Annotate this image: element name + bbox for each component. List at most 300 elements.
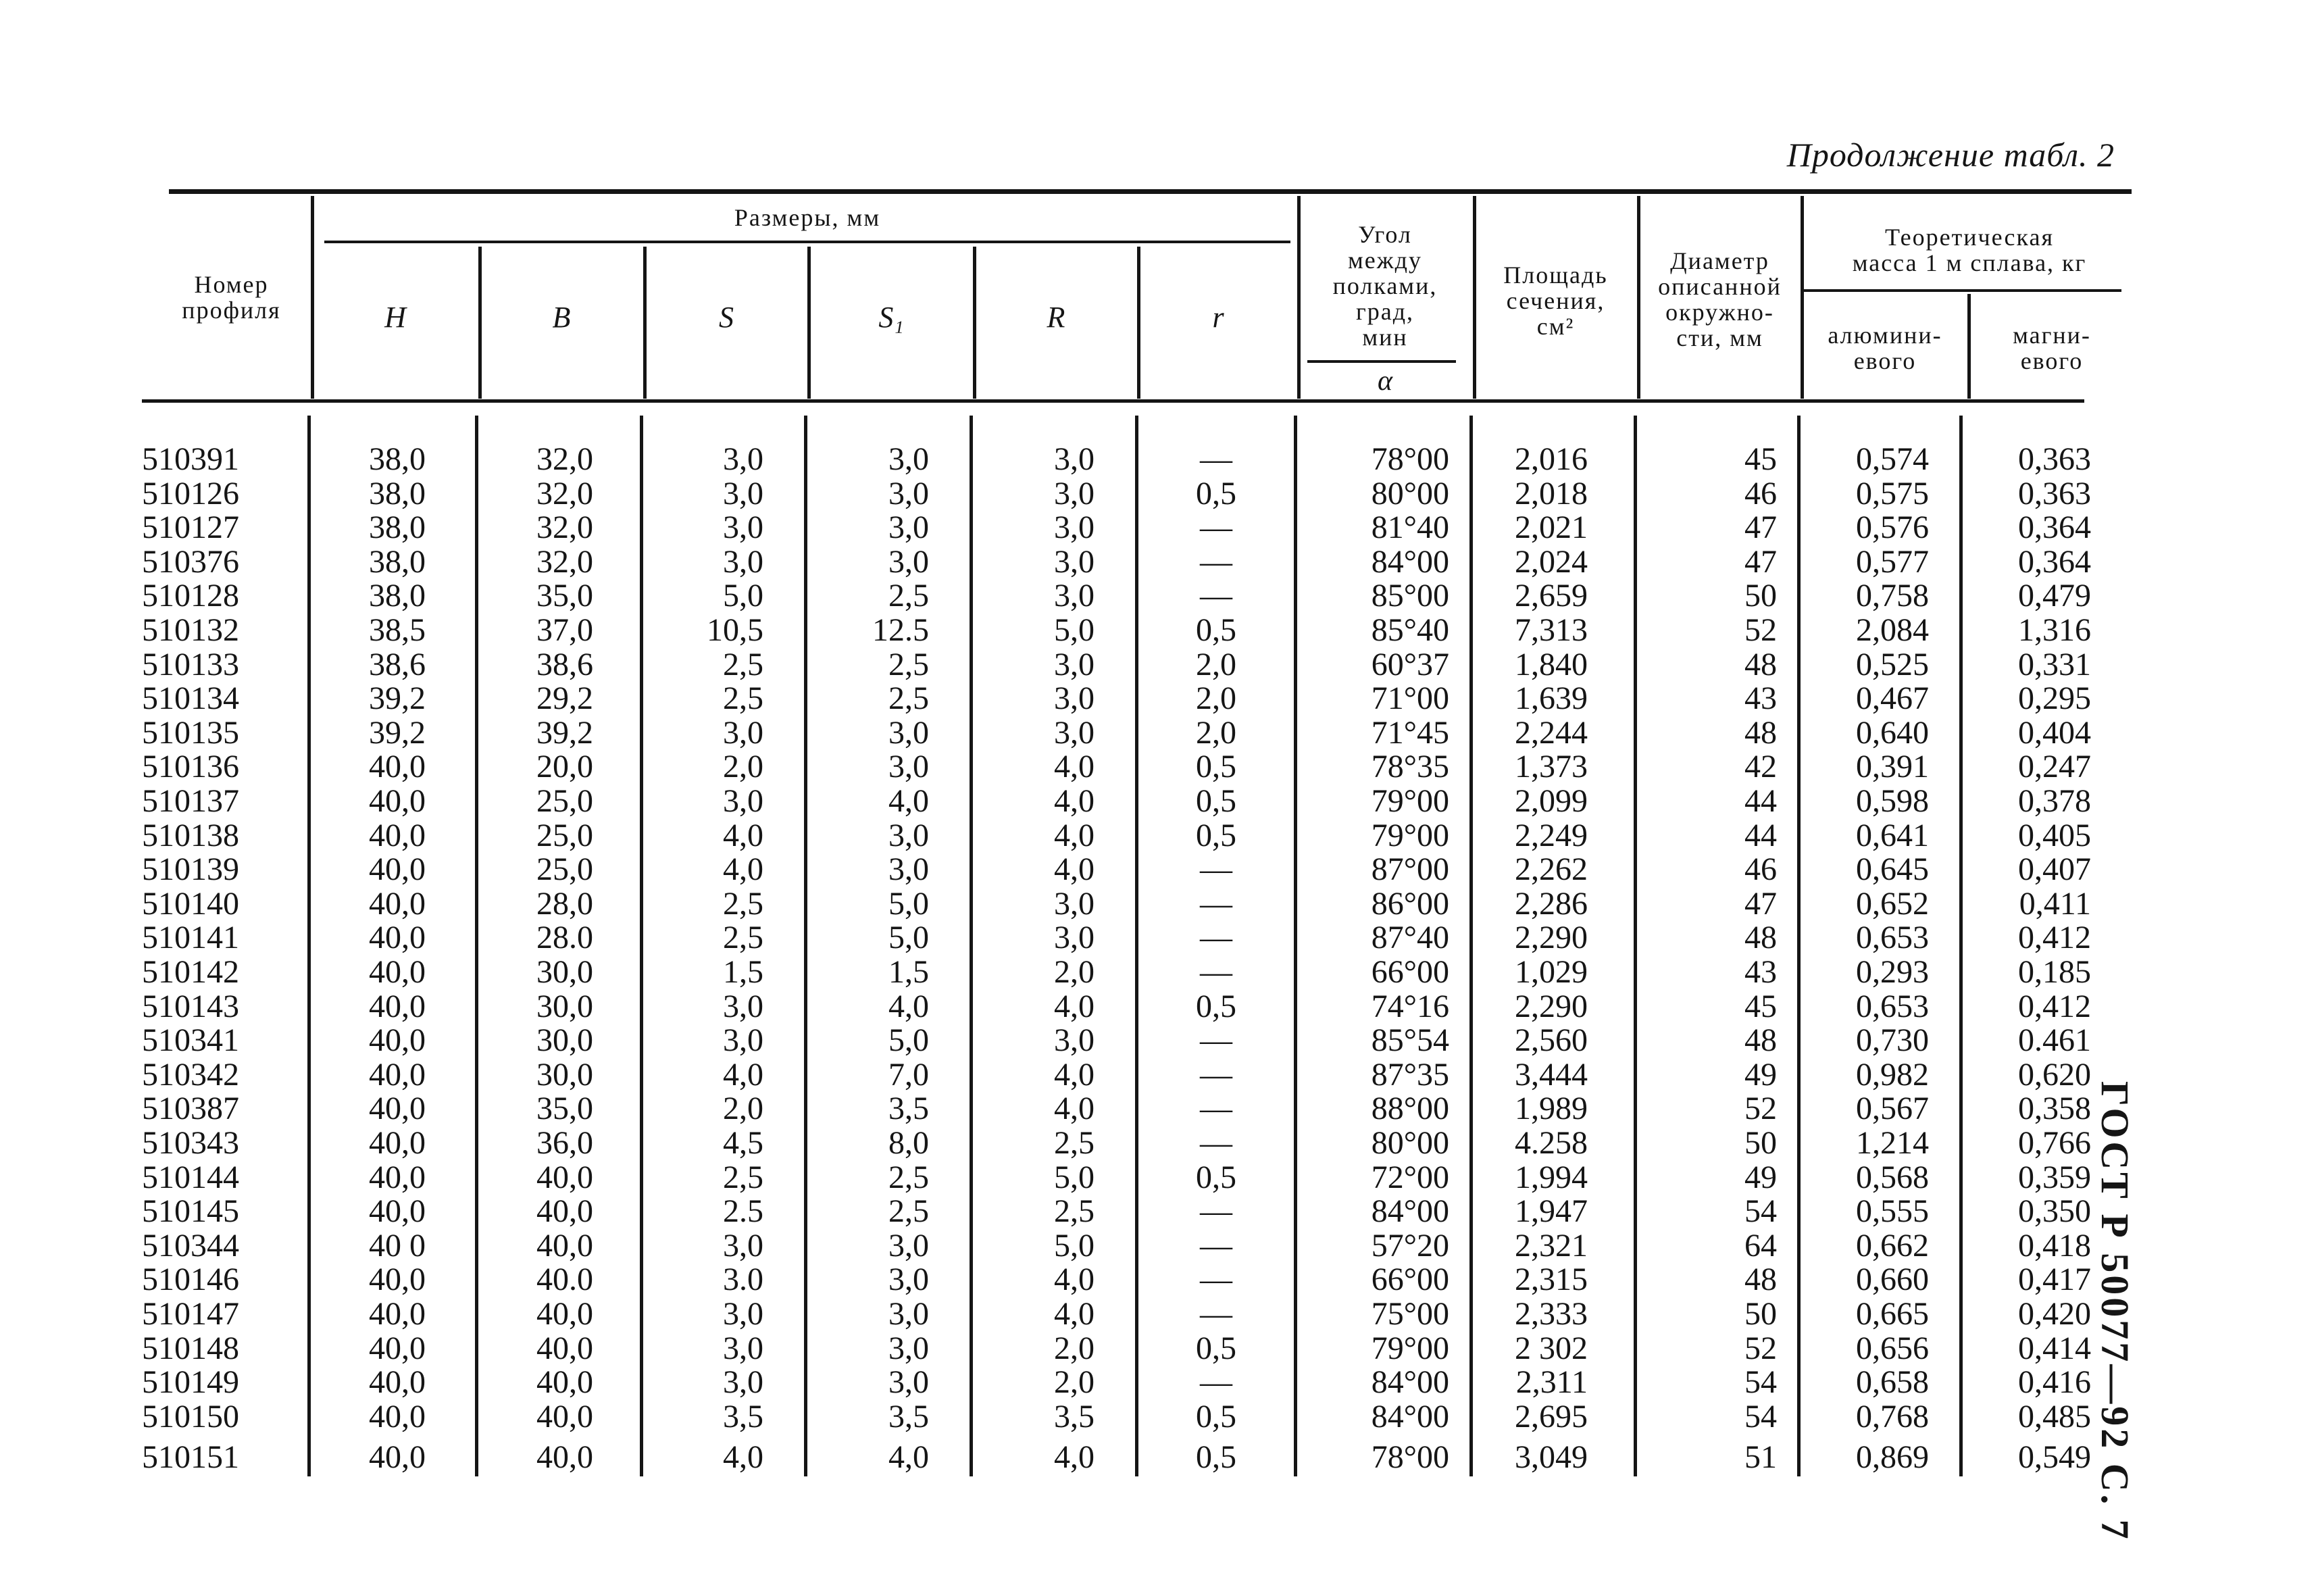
cell-area: 3,444 [1515,1056,1588,1093]
alpha-rule [1307,360,1456,363]
cell-angle: 78°00 [1371,1439,1449,1476]
cell-S: 3,0 [723,714,763,751]
cell-S: 1,5 [723,954,763,990]
table-row [0,1126,2162,1160]
cell-profile-number: 510150 [142,1398,239,1435]
cell-R: 5,0 [1054,612,1095,648]
header-S: S [719,301,734,334]
cell-r: — [1200,920,1232,956]
cell-diameter: 47 [1744,543,1777,580]
cell-S1: 2,5 [888,1193,929,1230]
cell-aluminium: 0,758 [1856,578,1929,614]
cell-H: 40,0 [369,988,426,1024]
table-caption: Продолжение табл. 2 [1786,136,2115,174]
cell-angle: 87°35 [1371,1056,1449,1093]
table-row [0,477,2162,511]
cell-r: 2,0 [1196,680,1236,717]
cell-S1: 3,0 [888,1296,929,1332]
table-row [0,579,2162,613]
cell-H: 38,6 [369,646,426,682]
cell-H: 40,0 [369,1091,426,1127]
cell-angle: 87°00 [1371,851,1449,888]
cell-profile-number: 510147 [142,1296,239,1332]
cell-aluminium: 0,662 [1856,1227,1929,1264]
cell-H: 39,2 [369,714,426,751]
cell-profile-number: 510138 [142,817,239,853]
cell-R: 4,0 [1054,1262,1095,1298]
cell-S1: 5,0 [888,920,929,956]
cell-r: — [1200,543,1232,580]
cell-B: 35,0 [536,1091,593,1127]
table-row [0,887,2162,921]
cell-area: 1,994 [1515,1159,1588,1195]
cell-angle: 85°00 [1371,578,1449,614]
cell-diameter: 48 [1744,1022,1777,1059]
cell-r: — [1200,1193,1232,1230]
cell-r: — [1200,851,1232,888]
cell-magnesium: 0,412 [2018,920,2091,956]
cell-H: 40,0 [369,885,426,922]
cell-angle: 79°00 [1371,817,1449,853]
cell-R: 4,0 [1054,988,1095,1024]
cell-diameter: 52 [1744,1330,1777,1366]
cell-magnesium: 0,363 [2018,475,2091,512]
cell-B: 40,0 [536,1330,593,1366]
cell-profile-number: 510139 [142,851,239,888]
cell-S1: 2,5 [888,680,929,717]
cell-R: 4,0 [1054,1296,1095,1332]
cell-aluminium: 0,467 [1856,680,1929,717]
cell-diameter: 42 [1744,749,1777,785]
cell-diameter: 44 [1744,783,1777,819]
cell-magnesium: 0,411 [2019,885,2091,922]
cell-H: 38,0 [369,441,426,477]
cell-B: 39,2 [536,714,593,751]
cell-B: 40,0 [536,1193,593,1230]
cell-diameter: 49 [1744,1159,1777,1195]
cell-S: 2,5 [723,885,763,922]
cell-magnesium: 0,364 [2018,509,2091,546]
header-bottom-rule [142,399,2084,403]
cell-S1: 1,5 [888,954,929,990]
cell-diameter: 51 [1744,1439,1777,1476]
cell-H: 40,0 [369,1056,426,1093]
cell-profile-number: 510342 [142,1056,239,1093]
header-diameter: Диаметр описанной окружно- сти, мм [1658,247,1782,351]
cell-S1: 3,0 [888,1262,929,1298]
cell-S: 5,0 [723,578,763,614]
cell-S: 2.5 [723,1193,763,1230]
cell-magnesium: 0,359 [2018,1159,2091,1195]
cell-profile-number: 510128 [142,578,239,614]
cell-S1: 3,0 [888,441,929,477]
cell-angle: 60°37 [1371,646,1449,682]
cell-magnesium: 0,358 [2018,1091,2091,1127]
cell-area: 1,639 [1515,680,1588,717]
cell-R: 3,0 [1054,714,1095,751]
cell-aluminium: 0,391 [1856,749,1929,785]
cell-magnesium: 0,479 [2018,578,2091,614]
cell-diameter: 48 [1744,1262,1777,1298]
header-S1: S₁ [878,301,904,334]
cell-H: 40 0 [369,1227,426,1264]
cell-aluminium: 0,652 [1856,885,1929,922]
cell-aluminium: 0,293 [1856,954,1929,990]
cell-angle: 80°00 [1371,475,1449,512]
cell-profile-number: 510146 [142,1262,239,1298]
cell-aluminium: 0,645 [1856,851,1929,888]
cell-profile-number: 510141 [142,920,239,956]
cell-H: 38,0 [369,543,426,580]
cell-aluminium: 0,525 [1856,646,1929,682]
cell-S: 3,0 [723,543,763,580]
cell-r: — [1200,954,1232,990]
cell-area: 2,659 [1515,578,1588,614]
header-dimensions: Размеры, мм [734,204,881,231]
cell-diameter: 43 [1744,954,1777,990]
cell-angle: 66°00 [1371,1262,1449,1298]
cell-S: 3,0 [723,1296,763,1332]
cell-angle: 78°00 [1371,441,1449,477]
cell-B: 40,0 [536,1227,593,1264]
cell-profile-number: 510151 [142,1439,239,1476]
cell-r: — [1200,441,1232,477]
cell-area: 1,840 [1515,646,1588,682]
cell-S: 3,0 [723,783,763,819]
cell-profile-number: 510144 [142,1159,239,1195]
cell-H: 40,0 [369,1398,426,1435]
cell-r: 0,5 [1196,475,1236,512]
cell-area: 2,024 [1515,543,1588,580]
cell-aluminium: 0,653 [1856,920,1929,956]
table-row [0,443,2162,476]
cell-diameter: 50 [1744,578,1777,614]
cell-magnesium: 0,405 [2018,817,2091,853]
cell-magnesium: 0,485 [2018,1398,2091,1435]
cell-R: 4,0 [1054,817,1095,853]
header-r: r [1212,301,1224,334]
cell-H: 38,0 [369,509,426,546]
cell-H: 40,0 [369,749,426,785]
cell-H: 40,0 [369,1330,426,1366]
cell-S: 4,0 [723,851,763,888]
cell-diameter: 50 [1744,1296,1777,1332]
cell-aluminium: 0,555 [1856,1193,1929,1230]
cell-profile-number: 510145 [142,1193,239,1230]
cell-S: 3.0 [723,1262,763,1298]
cell-R: 2,5 [1054,1193,1095,1230]
cell-r: — [1200,1022,1232,1059]
cell-H: 40,0 [369,1022,426,1059]
cell-area: 1,029 [1515,954,1588,990]
cell-diameter: 46 [1744,851,1777,888]
cell-H: 40,0 [369,817,426,853]
cell-S1: 4,0 [888,783,929,819]
cell-profile-number: 510126 [142,475,239,512]
cell-diameter: 48 [1744,714,1777,751]
cell-profile-number: 510387 [142,1091,239,1127]
cell-H: 38,5 [369,612,426,648]
cell-area: 2,021 [1515,509,1588,546]
cell-S1: 3,0 [888,509,929,546]
cell-S1: 12.5 [872,612,929,648]
cell-B: 28.0 [536,920,593,956]
cell-profile-number: 510127 [142,509,239,546]
cell-R: 5,0 [1054,1159,1095,1195]
cell-angle: 86°00 [1371,885,1449,922]
cell-S1: 3,0 [888,714,929,751]
cell-diameter: 64 [1744,1227,1777,1264]
cell-r: — [1200,1364,1232,1401]
cell-S: 3,0 [723,509,763,546]
cell-magnesium: 0,766 [2018,1125,2091,1161]
cell-S: 4,5 [723,1125,763,1161]
cell-aluminium: 0,640 [1856,714,1929,751]
cell-area: 2,321 [1515,1227,1588,1264]
cell-angle: 81°40 [1371,509,1449,546]
cell-r: — [1200,1091,1232,1127]
cell-S: 2,5 [723,680,763,717]
cell-B: 38,6 [536,646,593,682]
cell-S1: 3,0 [888,817,929,853]
cell-area: 2,099 [1515,783,1588,819]
cell-r: 0,5 [1196,988,1236,1024]
cell-r: 0,5 [1196,1330,1236,1366]
cell-B: 25,0 [536,851,593,888]
cell-profile-number: 510143 [142,988,239,1024]
cell-area: 2,311 [1515,1364,1588,1401]
cell-angle: 71°45 [1371,714,1449,751]
cell-H: 40,0 [369,1439,426,1476]
cell-H: 38,0 [369,578,426,614]
cell-R: 4,0 [1054,851,1095,888]
cell-S: 3,0 [723,1330,763,1366]
header-aluminium: алюмини- евого [1828,322,1942,374]
cell-R: 4,0 [1054,749,1095,785]
cell-R: 3,0 [1054,646,1095,682]
cell-area: 4.258 [1515,1125,1588,1161]
cell-angle: 78°35 [1371,749,1449,785]
cell-area: 2,249 [1515,817,1588,853]
cell-B: 40,0 [536,1398,593,1435]
cell-B: 32,0 [536,475,593,512]
cell-diameter: 43 [1744,680,1777,717]
table-row [0,545,2162,579]
cell-aluminium: 0,660 [1856,1262,1929,1298]
cell-angle: 87°40 [1371,920,1449,956]
cell-magnesium: 0,331 [2018,646,2091,682]
cell-B: 30,0 [536,1022,593,1059]
cell-magnesium: 1,316 [2018,612,2091,648]
cell-r: — [1200,1056,1232,1093]
cell-B: 32,0 [536,509,593,546]
cell-profile-number: 510142 [142,954,239,990]
cell-magnesium: 0,549 [2018,1439,2091,1476]
cell-magnesium: 0,620 [2018,1056,2091,1093]
cell-H: 40,0 [369,1262,426,1298]
cell-profile-number: 510140 [142,885,239,922]
table-row [0,1366,2162,1399]
cell-diameter: 54 [1744,1398,1777,1435]
cell-S1: 3,0 [888,1227,929,1264]
cell-profile-number: 510344 [142,1227,239,1264]
cell-angle: 85°40 [1371,612,1449,648]
cell-area: 2 302 [1515,1330,1588,1366]
cell-H: 40,0 [369,920,426,956]
cell-S: 3,0 [723,1227,763,1264]
table-row [0,784,2162,818]
cell-r: — [1200,885,1232,922]
cell-S: 3,0 [723,441,763,477]
cell-S1: 2,5 [888,578,929,614]
cell-profile-number: 510343 [142,1125,239,1161]
table-row [0,1441,2162,1474]
cell-magnesium: 0,404 [2018,714,2091,751]
cell-diameter: 54 [1744,1193,1777,1230]
table-row [0,853,2162,887]
cell-S: 3,5 [723,1398,763,1435]
cell-S: 3,0 [723,1022,763,1059]
cell-aluminium: 0,567 [1856,1091,1929,1127]
cell-magnesium: 0,185 [2018,954,2091,990]
cell-B: 40,0 [536,1159,593,1195]
cell-angle: 57°20 [1371,1227,1449,1264]
header-area: Площадь сечения, см² [1503,261,1608,340]
cell-S1: 3,0 [888,851,929,888]
cell-diameter: 45 [1744,988,1777,1024]
cell-aluminium: 0,598 [1856,783,1929,819]
cell-H: 40,0 [369,1364,426,1401]
cell-R: 4,0 [1054,783,1095,819]
cell-aluminium: 0,574 [1856,441,1929,477]
cell-area: 2,286 [1515,885,1588,922]
cell-R: 3,0 [1054,920,1095,956]
cell-profile-number: 510132 [142,612,239,648]
cell-r: — [1200,1262,1232,1298]
cell-aluminium: 0,768 [1856,1398,1929,1435]
table-row [0,648,2162,682]
cell-area: 1,989 [1515,1091,1588,1127]
cell-aluminium: 0,577 [1856,543,1929,580]
cell-profile-number: 510135 [142,714,239,751]
cell-B: 40,0 [536,1296,593,1332]
table-row [0,1400,2162,1434]
cell-magnesium: 0,378 [2018,783,2091,819]
cell-aluminium: 2,084 [1856,612,1929,648]
cell-R: 3,0 [1054,475,1095,512]
cell-magnesium: 0,412 [2018,988,2091,1024]
table-row [0,682,2162,716]
cell-profile-number: 510148 [142,1330,239,1366]
cell-H: 40,0 [369,783,426,819]
cell-area: 2,560 [1515,1022,1588,1059]
header-H: H [384,301,406,334]
header-profile-number: Номер профиля [182,271,281,324]
cell-H: 39,2 [369,680,426,717]
cell-S: 3,0 [723,475,763,512]
cell-aluminium: 0,982 [1856,1056,1929,1093]
dimensions-rule [324,241,1290,243]
cell-aluminium: 0,730 [1856,1022,1929,1059]
cell-area: 1,373 [1515,749,1588,785]
cell-r: 0,5 [1196,817,1236,853]
cell-angle: 80°00 [1371,1125,1449,1161]
cell-area: 2,290 [1515,920,1588,956]
cell-B: 32,0 [536,441,593,477]
cell-magnesium: 0,295 [2018,680,2091,717]
cell-S1: 4,0 [888,988,929,1024]
cell-H: 40,0 [369,1159,426,1195]
cell-S1: 3,5 [888,1091,929,1127]
cell-B: 25,0 [536,783,593,819]
table-row [0,1332,2162,1366]
cell-aluminium: 0,653 [1856,988,1929,1024]
cell-R: 5,0 [1054,1227,1095,1264]
cell-magnesium: 0,363 [2018,441,2091,477]
cell-angle: 72°00 [1371,1159,1449,1195]
cell-profile-number: 510149 [142,1364,239,1401]
cell-aluminium: 0,568 [1856,1159,1929,1195]
cell-r: 0,5 [1196,749,1236,785]
cell-angle: 66°00 [1371,954,1449,990]
cell-angle: 84°00 [1371,1193,1449,1230]
cell-R: 2,5 [1054,1125,1095,1161]
cell-r: — [1200,1125,1232,1161]
cell-magnesium: 0,420 [2018,1296,2091,1332]
cell-angle: 71°00 [1371,680,1449,717]
cell-S1: 3,0 [888,475,929,512]
cell-B: 30,0 [536,988,593,1024]
cell-S: 2,5 [723,646,763,682]
cell-r: — [1200,1296,1232,1332]
cell-diameter: 47 [1744,509,1777,546]
cell-S1: 3,0 [888,543,929,580]
cell-R: 3,0 [1054,509,1095,546]
cell-diameter: 48 [1744,920,1777,956]
table-row [0,1263,2162,1297]
cell-R: 2,0 [1054,1330,1095,1366]
mass-rule [1804,289,2121,292]
cell-S: 10,5 [707,612,763,648]
cell-area: 7,313 [1515,612,1588,648]
cell-magnesium: 0,350 [2018,1193,2091,1230]
cell-S1: 7,0 [888,1056,929,1093]
cell-r: — [1200,578,1232,614]
cell-area: 2,018 [1515,475,1588,512]
cell-B: 37,0 [536,612,593,648]
cell-S: 4,0 [723,1439,763,1476]
table-row [0,614,2162,647]
cell-aluminium: 0,658 [1856,1364,1929,1401]
cell-R: 3,5 [1054,1398,1095,1435]
cell-B: 30,0 [536,1056,593,1093]
cell-angle: 74°16 [1371,988,1449,1024]
cell-H: 40,0 [369,851,426,888]
gost-side-label: ГОСТ Р 50077—92 С. 7 [2093,1081,2137,1542]
cell-B: 32,0 [536,543,593,580]
cell-S: 2,5 [723,920,763,956]
cell-aluminium: 0,665 [1856,1296,1929,1332]
cell-B: 28,0 [536,885,593,922]
cell-angle: 85°54 [1371,1022,1449,1059]
cell-H: 40,0 [369,1125,426,1161]
cell-magnesium: 0,418 [2018,1227,2091,1264]
cell-area: 3,049 [1515,1439,1588,1476]
table-row [0,1195,2162,1228]
table-row [0,1229,2162,1263]
cell-R: 4,0 [1054,1091,1095,1127]
table-row [0,1092,2162,1126]
